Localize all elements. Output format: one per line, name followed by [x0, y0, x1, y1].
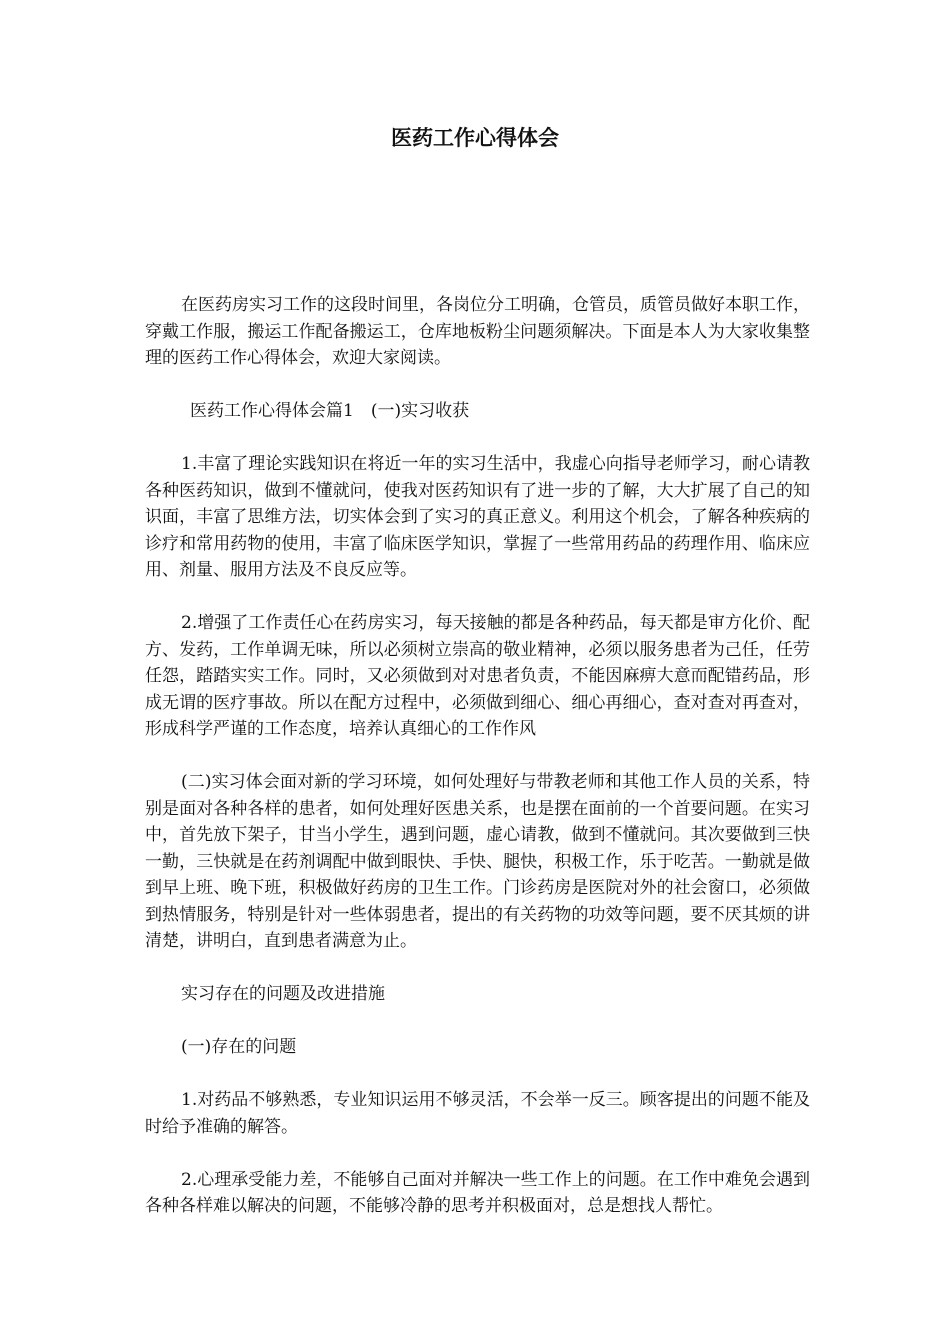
intro-paragraph: 在医药房实习工作的这段时间里，各岗位分工明确，仓管员，质管员做好本职工作，穿戴工作服，搬运工作配备搬运工，仓库地板粉尘问题须解决。下面是本人为大家收集整理的医药工作心得体会，欢迎大家阅读。	[145, 295, 810, 368]
body-paragraph: 1.对药品不够熟悉，专业知识运用不够灵活，不会举一反三。顾客提出的问题不能及时给予准确的解答。	[145, 1090, 810, 1137]
body-paragraph: 2.增强了工作责任心在药房实习，每天接触的都是各种药品，每天都是审方化价、配方、发药，工作单调无味，所以必须树立崇高的敬业精神，必须以服务患者为己任，任劳任怨，踏踏实实工作。同时，又必须做到对对患者负责，不能因麻痹大意而配错药品，形成无谓的医疗事故。所以在配方过程中，必须做到细心、细心再细心，查对查对再查对，形成科学严谨的工作态度，培养认真细心的工作作风	[145, 613, 810, 739]
document-body	[145, 292, 810, 1246]
body-paragraph: 1.丰富了理论实践知识在将近一年的实习生活中，我虚心向指导老师学习，耐心请教各种医药知识，做到不懂就问，使我对医药知识有了进一步的了解，大大扩展了自己的知识面，丰富了思维方法，切实体会到了实习的真正意义。利用这个机会，了解各种疾病的诊疗和常用药物的使用，丰富了临床医学知识，掌握了一些常用药品的药理作用、临床应用、剂量、服用方法及不良反应等。	[145, 454, 810, 580]
document-title: 医药工作心得体会	[391, 125, 559, 150]
subsection-heading-existing-problems: (一)存在的问题	[181, 1037, 297, 1057]
body-paragraph: 2.心理承受能力差，不能够自己面对并解决一些工作上的问题。在工作中难免会遇到各种各样难以解决的问题，不能够冷静的思考并积极面对，总是想找人帮忙。	[145, 1169, 810, 1216]
section-heading-part1: 医药工作心得体会篇1 (一)实习收获	[190, 401, 470, 421]
body-paragraph: (二)实习体会面对新的学习环境，如何处理好与带教老师和其他工作人员的关系，特别是面对各种各样的患者，如何处理好医患关系，也是摆在面前的一个首要问题。在实习中，首先放下架子，甘当小学生，遇到问题，虚心请教，做到不懂就问。其次要做到三快一勤，三快就是在药剂调配中做到眼快、手快、腿快，积极工作，乐于吃苦。一勤就是做到早上班、晚下班，积极做好药房的卫生工作。门诊药房是医院对外的社会窗口，必须做到热情服务，特别是针对一些体弱患者，提出的有关药物的功效等问题，要不厌其烦的讲清楚，讲明白，直到患者满意为止。	[145, 772, 810, 951]
section-heading-problems: 实习存在的问题及改进措施	[181, 984, 385, 1004]
